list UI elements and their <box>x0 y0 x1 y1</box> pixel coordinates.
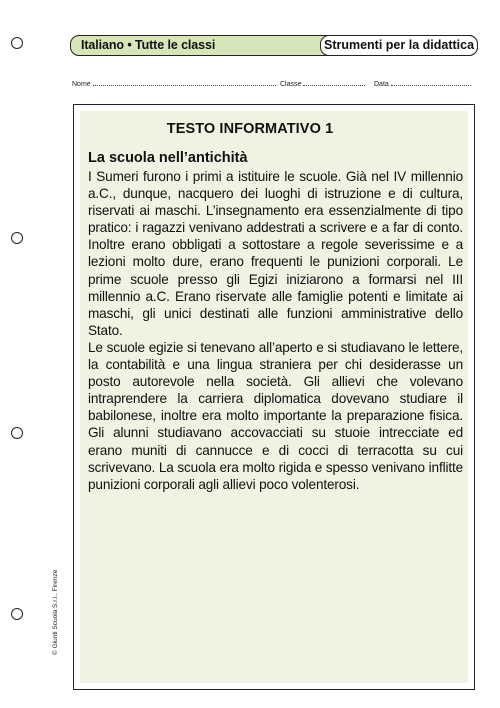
name-field[interactable] <box>72 78 276 88</box>
class-field[interactable] <box>280 78 365 88</box>
class-label: Classe <box>280 81 302 88</box>
student-info-fields <box>72 78 478 92</box>
document-subtitle: La scuola nell’antichità <box>88 150 248 166</box>
binder-hole-3 <box>11 427 23 439</box>
date-field[interactable] <box>374 78 471 88</box>
name-line[interactable] <box>93 78 276 86</box>
binder-hole-1 <box>11 37 23 49</box>
class-line[interactable] <box>303 78 365 86</box>
document-title: TESTO INFORMATIVO 1 <box>166 121 334 137</box>
header-subject-label: Italiano • Tutte le classi <box>81 38 216 52</box>
header-bar <box>70 35 478 56</box>
date-label: Data <box>374 81 389 88</box>
paragraph-1: I Sumeri furono i primi a istituire le scuole. Già nel IV millennio a.C., dunque, nacquero dei luoghi di istruzione e di cultura, riservati ai maschi. L’insegnamento era essenzialmente di tipo pratico: i ragazzi venivano addestrati a scrivere e a far di conto. Inoltre erano obbligati a sottostare a regole severissime e a lezioni molto dure, erano frequenti le punizioni corporali. Le prime scuole presso gli Egizi iniziarono a formarsi nel III millennio a.C. Erano riservate alle famiglie potenti e limitate ai maschi, gli unici destinati alle funzioni amministrative dello Stato. <box>88 169 463 338</box>
header-section-label: Strumenti per la didattica <box>320 35 478 56</box>
paragraph-2: Le scuole egizie si tenevano all’aperto e si studiavano le lettere, la contabilità e una lingua straniera per chi desiderasse un posto autorevole nella società. Gli allievi che volevano intraprendere la carriera diplomatica dovevano studiare il babilonese, inoltre era molto importante la preparazione fisica. Gli alunni studiavano accovacciati su stuoie intrecciate ed erano muniti di cannucce e di cocci di terracotta su cui scrivevano. La scuola era molto rigida e spesso venivano inflitte punizioni corporali agli allievi poco volenterosi. <box>88 339 463 492</box>
copyright-note: © Giunti Scuola S.r.l., Firenze <box>52 569 59 655</box>
binder-hole-4 <box>11 608 23 620</box>
document-body <box>88 168 463 493</box>
name-label: Nome <box>72 81 91 88</box>
date-line[interactable] <box>391 78 471 86</box>
binder-hole-2 <box>11 232 23 244</box>
